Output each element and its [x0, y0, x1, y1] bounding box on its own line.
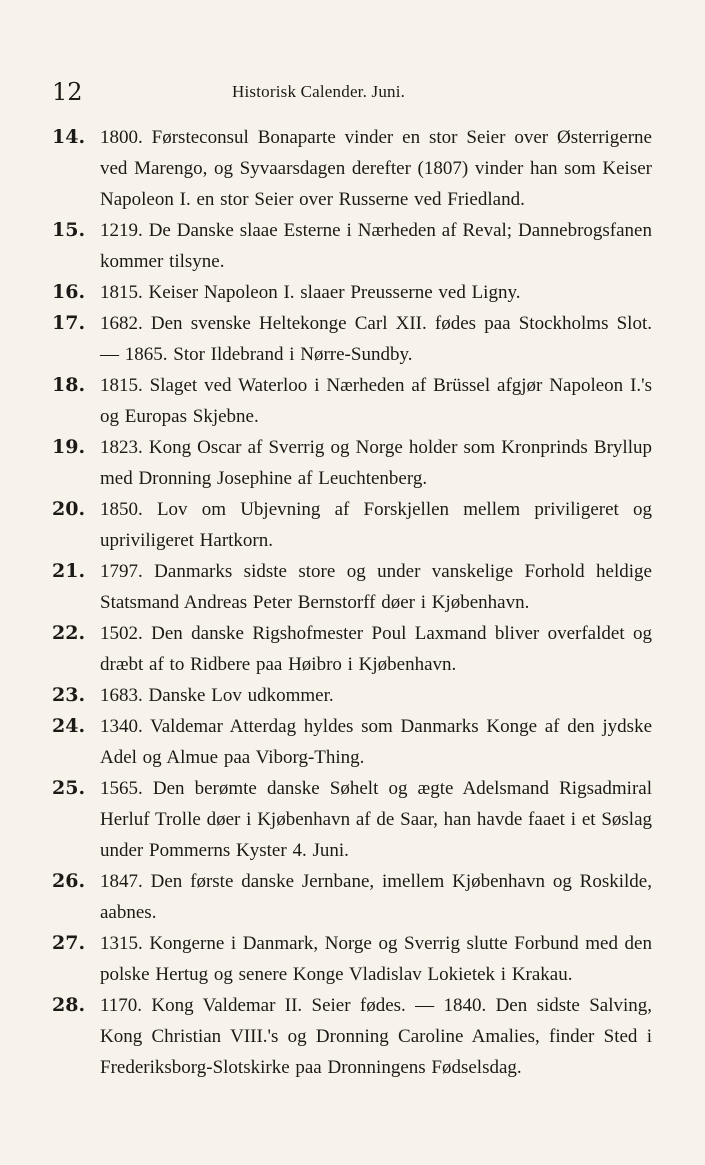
calendar-entry — [52, 215, 652, 277]
running-title: Historisk Calender. Juni. — [232, 82, 406, 101]
entry-day: 25. — [52, 777, 86, 799]
page-number: 12 — [52, 78, 83, 106]
entry-day: 16. — [52, 281, 86, 303]
entry-text: 1850. Lov om Ubjevning af Forskjellen mellem priviligeret og upriviligeret Hartkorn. — [100, 499, 652, 551]
calendar-entry — [52, 122, 652, 215]
calendar-entry — [52, 618, 652, 680]
calendar-entry — [52, 680, 652, 711]
calendar-entry — [52, 928, 652, 990]
entry-day: 23. — [52, 684, 86, 706]
calendar-entry — [52, 711, 652, 773]
calendar-entry — [52, 773, 652, 866]
calendar-entry — [52, 556, 652, 618]
entry-text: 1170. Kong Valdemar II. Seier fødes. — 1840. Den sidste Salving, Kong Christian VIII.'s og Dronning Caroline Amalies, finder Sted i Frederiksborg-Slotskirke paa Dronningens Fødselsdag. — [100, 995, 652, 1078]
entry-text: 1847. Den første danske Jernbane, imellem Kjøbenhavn og Roskilde, aabnes. — [100, 871, 652, 923]
entry-day: 17. — [52, 312, 86, 334]
entry-text: 1797. Danmarks sidste store og under vanskelige Forhold heldige Statsmand Andreas Peter Bernstorff døer i Kjøbenhavn. — [100, 561, 652, 613]
calendar-entry — [52, 370, 652, 432]
entry-text: 1815. Slaget ved Waterloo i Nærheden af Brüssel afgjør Napoleon I.'s og Europas Skjebne. — [100, 375, 652, 427]
entry-text: 1315. Kongerne i Danmark, Norge og Sverrig slutte Forbund med den polske Hertug og senere Konge Vladislav Lokietek i Krakau. — [100, 933, 652, 985]
calendar-entry — [52, 494, 652, 556]
entry-text: 1502. Den danske Rigshofmester Poul Laxmand bliver overfaldet og dræbt af to Ridbere paa Høibro i Kjøbenhavn. — [100, 623, 652, 675]
page-header — [52, 78, 652, 108]
entry-day: 22. — [52, 622, 86, 644]
entry-day: 15. — [52, 219, 86, 241]
calendar-entry — [52, 990, 652, 1083]
entry-day: 18. — [52, 374, 86, 396]
entry-text: 1683. Danske Lov udkommer. — [100, 685, 334, 706]
calendar-entry — [52, 866, 652, 928]
entry-day: 21. — [52, 560, 86, 582]
entry-day: 26. — [52, 870, 86, 892]
entry-day: 19. — [52, 436, 86, 458]
entry-day: 14. — [52, 126, 86, 148]
entry-text: 1219. De Danske slaae Esterne i Nærheden af Reval; Dannebrogsfanen kommer tilsyne. — [100, 220, 652, 272]
entry-text: 1565. Den berømte danske Søhelt og ægte Adelsmand Rigsadmiral Herluf Trolle døer i Kjøbenhavn af de Saar, han havde faaet i et Søslag under Pommerns Kyster 4. Juni. — [100, 778, 652, 861]
entry-day: 27. — [52, 932, 86, 954]
entry-day: 20. — [52, 498, 86, 520]
entry-text: 1823. Kong Oscar af Sverrig og Norge holder som Kronprinds Bryllup med Dronning Josephine af Leuchtenberg. — [100, 437, 652, 489]
calendar-entry — [52, 432, 652, 494]
entry-day: 28. — [52, 994, 86, 1016]
entry-text: 1682. Den svenske Heltekonge Carl XII. fødes paa Stockholms Slot. — 1865. Stor Ildebrand i Nørre-Sundby. — [100, 313, 652, 365]
entry-text: 1340. Valdemar Atterdag hyldes som Danmarks Konge af den jydske Adel og Almue paa Viborg-Thing. — [100, 716, 652, 768]
calendar-entries — [52, 122, 652, 1083]
entry-text: 1815. Keiser Napoleon I. slaaer Preusserne ved Ligny. — [100, 282, 521, 303]
entry-text: 1800. Førsteconsul Bonaparte vinder en stor Seier over Østerrigerne ved Marengo, og Syvaarsdagen derefter (1807) vinder han som Keiser Napoleon I. en stor Seier over Russerne ved Friedland. — [100, 127, 652, 210]
entry-day: 24. — [52, 715, 86, 737]
calendar-entry — [52, 277, 652, 308]
calendar-entry — [52, 308, 652, 370]
